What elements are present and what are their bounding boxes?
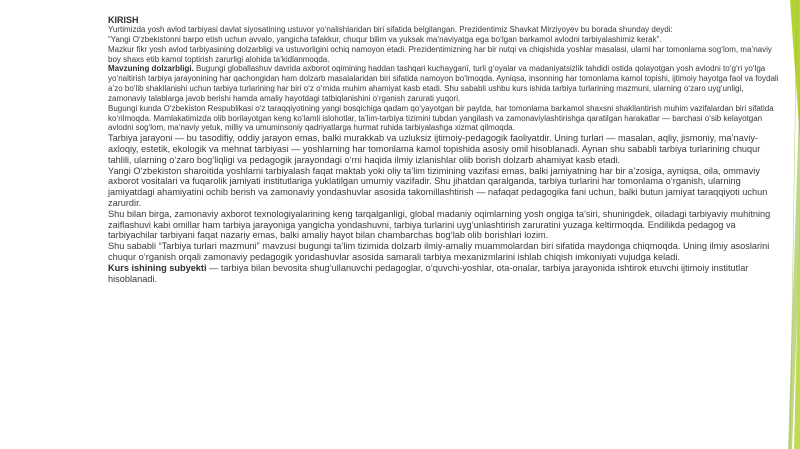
president-quote: “Yangi O‘zbekistonni barpo etish uchun avvalo, yangicha tafakkur, chuqur bilim va yuksak ma’naviyatga ega bo‘lgan barkamol avlodni tarbiyalashimiz kerak”. [108,34,662,44]
slide-title: KIRISH [108,15,139,25]
subject-label: Kurs ishining subyekti [108,262,207,273]
corner-decoration [778,0,800,449]
paragraph-4: Tarbiya jarayoni — bu tasodifiy, oddiy jarayon emas, balki murakkab va uzluksiz ijtimoiy-pedagogik faoliyatdir. Uning turlari — masalan, aqliy, jismoniy, ma’naviy-axloqiy, estetik, ekologik va mehnat tarbiyasi — yoshlarning har tomonlama kamol topishida asosiy omil hisoblanadi. Aynan shu sababli tarbiya turlarining chuqur tahlili, ularning o‘zaro bog‘liqligi va pedagogik jarayondagi o‘rni haqida ilmiy izlanishlar olib borish dolzarb ahamiyat kasb etadi. [108,133,761,165]
slide-content [108,15,780,284]
relevance-label: Mavzuning dolzarbligi. [108,64,194,74]
relevance-paragraph [108,64,780,103]
intro-paragraph-2: Mazkur fikr yosh avlod tarbiyasining dolzarbligi va ustuvorligini ochiq namoyon etadi. Prezidentimizning har bir nutqi va chiqishida yoshlar masalasi, ularni har tomonlama sog‘lom, ma’naviy boy shaxs etib kamol toptirish zarurligi alohida ta’kidlanmoqda. [108,44,772,64]
paragraph-5: Yangi O‘zbekiston sharoitida yoshlarni tarbiyalash faqat maktab yoki oliy ta’lim tizimining vazifasi emas, balki jamiyatning har bir a’zosiga, ayniqsa, oila, ommaviy axborot vositalari va fuqarolik jamiyati institutlariga yuklatilgan umumiy vazifadir. Shu jihatdan qaralganda, tarbiya turlarini har tomonlama o‘rganish, ularning jamiyatdagi ahamiyatini ochib berish va zamonaviy yondashuvlar asosida takomillashtirish — nafaqat pedagogika fani uchun, balki butun jamiyat taraqqiyoti uchun zarurdir. [108,165,768,209]
subject-text: — tarbiya bilan bevosita shug‘ullanuvchi pedagoglar, o‘quvchi-yoshlar, ota-onalar, tarbiya jarayonida ishtirok etuvchi ijtimoiy institutlar hisoblanadi. [108,262,749,284]
paragraph-3: Bugungi kunda O‘zbekiston Respublikasi o‘z taraqqiyotining yangi bosqichiga qadam qo‘yayotgan bir paytda, har tomonlama barkamol shaxsni shakllantirish muhim vazifalardan biri sifatida ko‘rilmoqda. Mamlakatimizda olib borilayotgan keng ko‘lamli islohotlar, ta’lim-tarbiya tizimini tubdan yangilash va zamonaviylashtirishga qaratilgan harakatlar — barchasi o‘sib kelayotgan avlodni sog‘lom, ma’naviy yetuk, milliy va umuminsoniy qadriyatlarga hurmat ruhida tarbiyalashga xizmat qilmoqda. [108,103,774,133]
intro-paragraph: Yurtimizda yosh avlod tarbiyasi davlat siyosatining ustuvor yo‘nalishlaridan biri sifatida belgilangan. Prezidentimiz Shavkat Mirziyoyev bu borada shunday deydi: [108,25,673,34]
paragraph-7: Shu sababli “Tarbiya turlari mazmuni” mavzusi bugungi ta’lim tizimida dolzarb ilmiy-amaliy muammolardan biri sifatida maydonga chiqmoqda. Uning ilmiy asoslarini chuqur o‘rganish orqali zamonaviy pedagogik yondashuvlar asosida samarali tarbiya mexanizmlarini ishlab chiqish imkoniyati vujudga keladi. [108,241,770,263]
subject-paragraph [108,263,780,285]
paragraph-6: Shu bilan birga, zamonaviy axborot texnologiyalarining keng tarqalganligi, global madaniy oqimlarning yosh ongiga ta’siri, shuningdek, oiladagi tarbiyaviy muhitning zaiflashuvi kabi omillar ham tarbiya jarayoniga yangicha yondashuvni, tarbiya turlarini uyg‘unlashtirish zaruratini yuzaga keltirmoqda. Endilikda pedagog va tarbiyachilar tarbiyani faqat nazariy emas, balki amaliy hayot bilan chambarchas bog‘lab olib borishlari lozim. [108,208,771,241]
relevance-text: Bugungi globallashuv davrida axborot oqimining haddan tashqari kuchayganī, turli g‘oyalar va madaniyatsizlik tahdidi ostida qolayotgan yosh avlodni to‘g‘ri yo‘lga yo‘naltirish tarbiya jarayonining har qachongidan ham dolzarb masalalaridan biri sifatida namoyon bo‘lmoqda. Ayniqsa, insonning har tomonlama kamol topishi, ijtimoiy hayotga faol va foydali a’zo bo‘lib shakllanishi uchun tarbiya turlarining har biri o‘z o‘rnida muhim ahamiyat kasb etadi. Shu sababli ushbu kurs ishida tarbiya turlarining mazmuni, ularning o‘zaro uyg‘unligi, zamonaviy talablarga javob berishi hamda amaliy hayotdagi tatbiqlanishini o‘rganish zarurati yuqori. [108,64,779,103]
decorative-green-stripes [778,0,800,449]
